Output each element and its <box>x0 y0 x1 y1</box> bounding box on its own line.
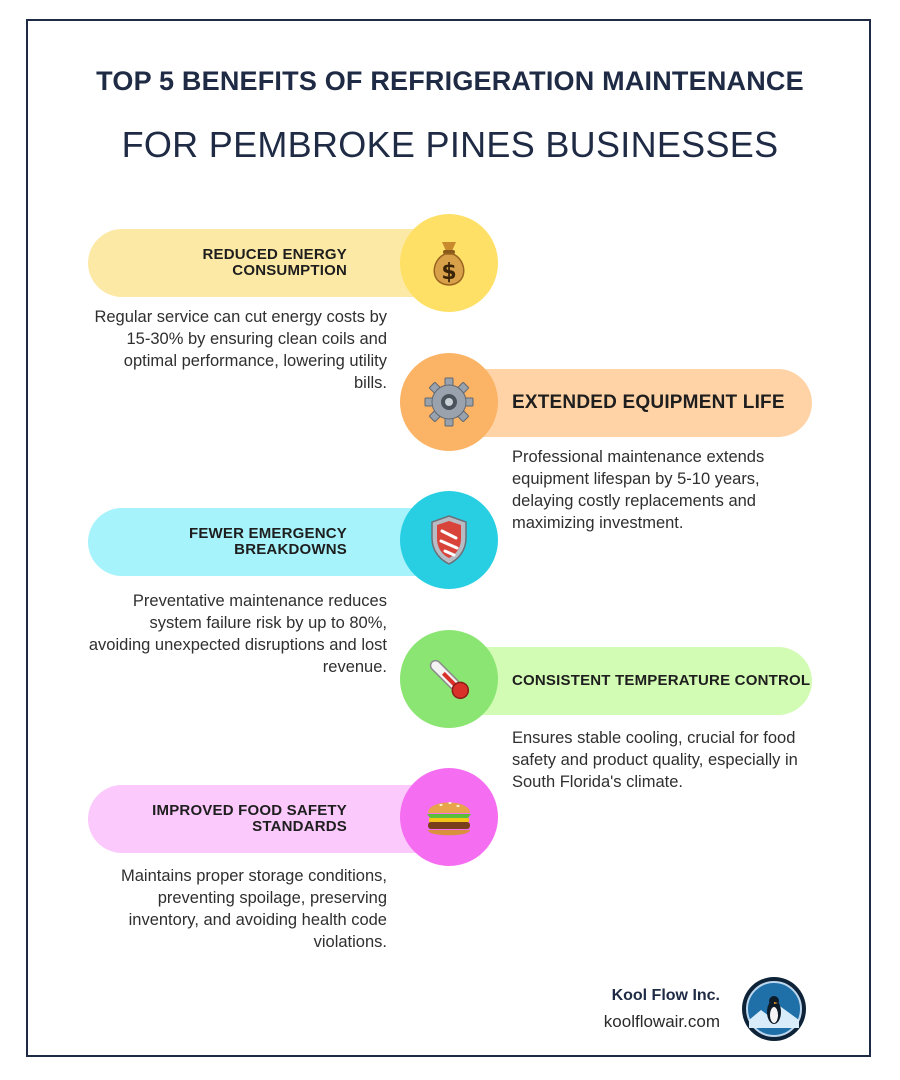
benefit-description: Regular service can cut energy costs by 15-30% by ensuring clean coils and optimal performance, lowering utility bills. <box>94 308 387 392</box>
benefit-description: Ensures stable cooling, crucial for food safety and product quality, especially in South Florida's climate. <box>512 729 798 791</box>
company-website[interactable]: koolflowair.com <box>603 1012 720 1031</box>
svg-text:$: $ <box>441 260 457 285</box>
gear-icon <box>400 353 498 451</box>
money-bag-icon <box>400 214 498 312</box>
benefit-description: Preventative maintenance reduces system failure risk by up to 80%, avoiding unexpected disruptions and lost revenue. <box>88 592 387 676</box>
benefit-title: FEWER EMERGENCY BREAKDOWNS <box>188 525 347 558</box>
shield-icon <box>400 491 498 589</box>
page-title: TOP 5 BENEFITS OF REFRIGERATION MAINTENANCE <box>96 66 804 96</box>
benefit-description: Maintains proper storage conditions, preventing spoilage, preserving inventory, and avoiding health code violations. <box>121 867 387 951</box>
thermometer-icon <box>400 630 498 728</box>
benefit-title: IMPROVED FOOD SAFETY STANDARDS <box>152 802 347 835</box>
benefit-title: EXTENDED EQUIPMENT LIFE <box>512 392 785 413</box>
benefit-title: REDUCED ENERGY CONSUMPTION <box>202 246 347 279</box>
penguin-logo-icon <box>741 976 807 1042</box>
page-subtitle: FOR PEMBROKE PINES BUSINESSES <box>121 124 779 165</box>
company-name: Kool Flow Inc. <box>611 987 720 1004</box>
burger-icon <box>400 768 498 866</box>
benefit-title: CONSISTENT TEMPERATURE CONTROL <box>512 672 811 689</box>
benefit-description: Professional maintenance extends equipment lifespan by 5-10 years, delaying costly replacements and maximizing investment. <box>512 448 765 532</box>
